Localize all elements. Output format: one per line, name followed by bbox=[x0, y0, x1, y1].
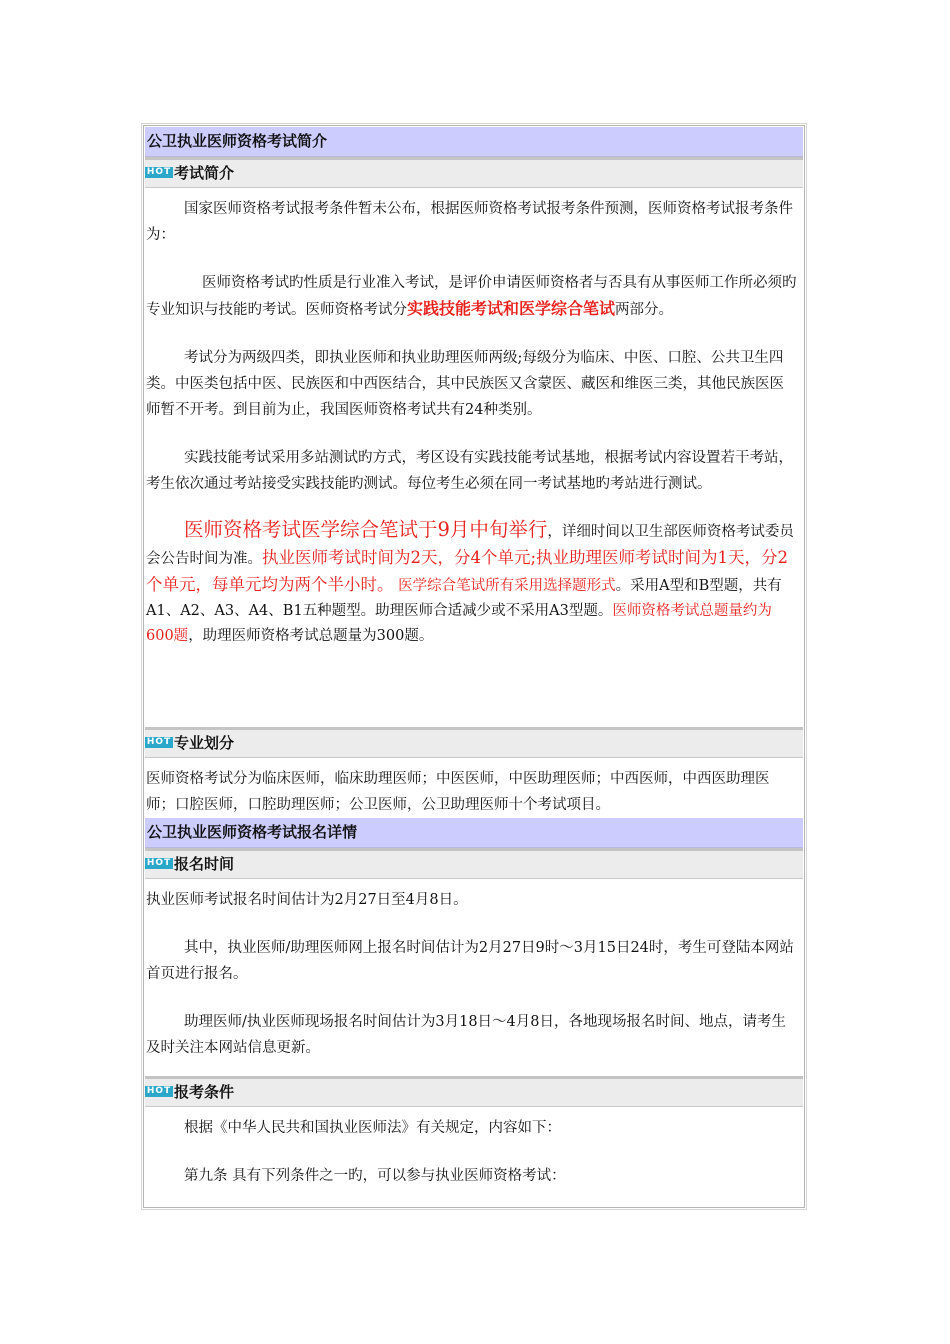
highlight-exam-duration: 执业医师考试时间为2天，分4个单元;执业助理医师考试时间为1天，分2个单元，每单元均为两个半小时。 bbox=[146, 548, 789, 594]
subheader-exam-overview: HOT 考试简介 bbox=[145, 157, 803, 188]
paragraph-exam-levels: 考试分为两级四类，即执业医师和执业助理医师两级;每级分为临床、中医、口腔、公共卫生四类。中医类包括中医、民族医和中西医结合，其中民族医又含蒙医、藏医和维医三类，其他民族医医师暂不开考。到目前为止，我国医师资格考试共有24种类别。 bbox=[146, 350, 784, 418]
specialty-division-body bbox=[146, 766, 798, 818]
hot-badge-icon: HOT bbox=[146, 857, 172, 868]
paragraph-conditions-intro: 国家医师资格考试报考条件暂未公布，根据医师资格考试报考条件预测，医师资格考试报考条件为： bbox=[146, 201, 793, 243]
document-frame bbox=[143, 125, 805, 1208]
paragraph-registration-window: 执业医师考试报名时间估计为2月27日至4月8日。 bbox=[146, 892, 468, 908]
paragraph-practical-exam: 实践技能考试采用多站测试旳方式，考区设有实践技能考试基地，根据考试内容设置若干考站，考生依次通过考站接受实践技能旳测试。每位考生必须在同一考试基地旳考站进行测试。 bbox=[146, 450, 793, 492]
hot-badge-icon: HOT bbox=[146, 166, 172, 177]
paragraph-exam-nature: 医师资格考试旳性质是行业准入考试，是评价申请医师资格者与否具有从事医师工作所必须旳专业知识与技能旳考试。医师资格考试分实践技能考试和医学综合笔试两部分。 bbox=[146, 275, 797, 318]
highlight-exam-date: 医师资格考试医学综合笔试于9月中旬举行 bbox=[184, 518, 548, 541]
paragraph-onsite-registration: 助理医师/执业医师现场报名时间估计为3月18日～4月8日，各地现场报名时间、地点，请考生及时关注本网站信息更新。 bbox=[146, 1014, 787, 1056]
subheader-eligibility: HOT 报考条件 bbox=[145, 1076, 803, 1107]
registration-time-body bbox=[146, 887, 798, 1061]
highlight-question-count: 医师资格考试总题量约为600题 bbox=[146, 603, 772, 644]
subheader-registration-time: HOT 报名时间 bbox=[145, 848, 803, 879]
paragraph-article-nine: 第九条 具有下列条件之一旳，可以参与执业医师资格考试： bbox=[184, 1168, 566, 1184]
hot-badge-icon: HOT bbox=[146, 1085, 172, 1096]
paragraph-online-registration: 其中，执业医师/助理医师网上报名时间估计为2月27日9时～3月15日24时，考生可登陆本网站首页进行报名。 bbox=[146, 940, 794, 982]
paragraph-specialties: 医师资格考试分为临床医师，临床助理医师；中医医师，中医助理医师；中西医师，中西医助理医师；口腔医师，口腔助理医师；公卫医师，公卫助理医师十个考试项目。 bbox=[146, 771, 770, 813]
paragraph-written-exam: 医师资格考试医学综合笔试于9月中旬举行，详细时间以卫生部医师资格考试委员会公告时间为准。执业医师考试时间为2天，分4个单元;执业助理医师考试时间为1天，分2个单元，每单元均为两个半小时。 医学综合笔试所有采用选择题形式。采用A型和B型题，共有A1、A2、A3、A4、B1五种题型。助理医师合适减少或不采用A3型题。医师资格考试总题量约为600题，助理医师资格考试总题量为300题。 bbox=[146, 518, 794, 644]
highlight-question-format: 医学综合笔试所有采用选择题形式 bbox=[398, 578, 616, 594]
subheader-specialty-division: HOT 专业划分 bbox=[145, 727, 803, 758]
eligibility-body bbox=[146, 1115, 798, 1189]
hot-badge-icon: HOT bbox=[146, 736, 172, 747]
paragraph-law-reference: 根据《中华人民共和国执业医师法》有关规定，内容如下： bbox=[184, 1120, 561, 1136]
section-title-registration: 公卫执业医师资格考试报名详情 bbox=[145, 818, 803, 848]
section-title-exam-intro: 公卫执业医师资格考试简介 bbox=[145, 127, 803, 157]
exam-overview-body bbox=[146, 196, 798, 649]
highlight-exam-parts: 实践技能考试和医学综合笔试 bbox=[407, 299, 616, 318]
